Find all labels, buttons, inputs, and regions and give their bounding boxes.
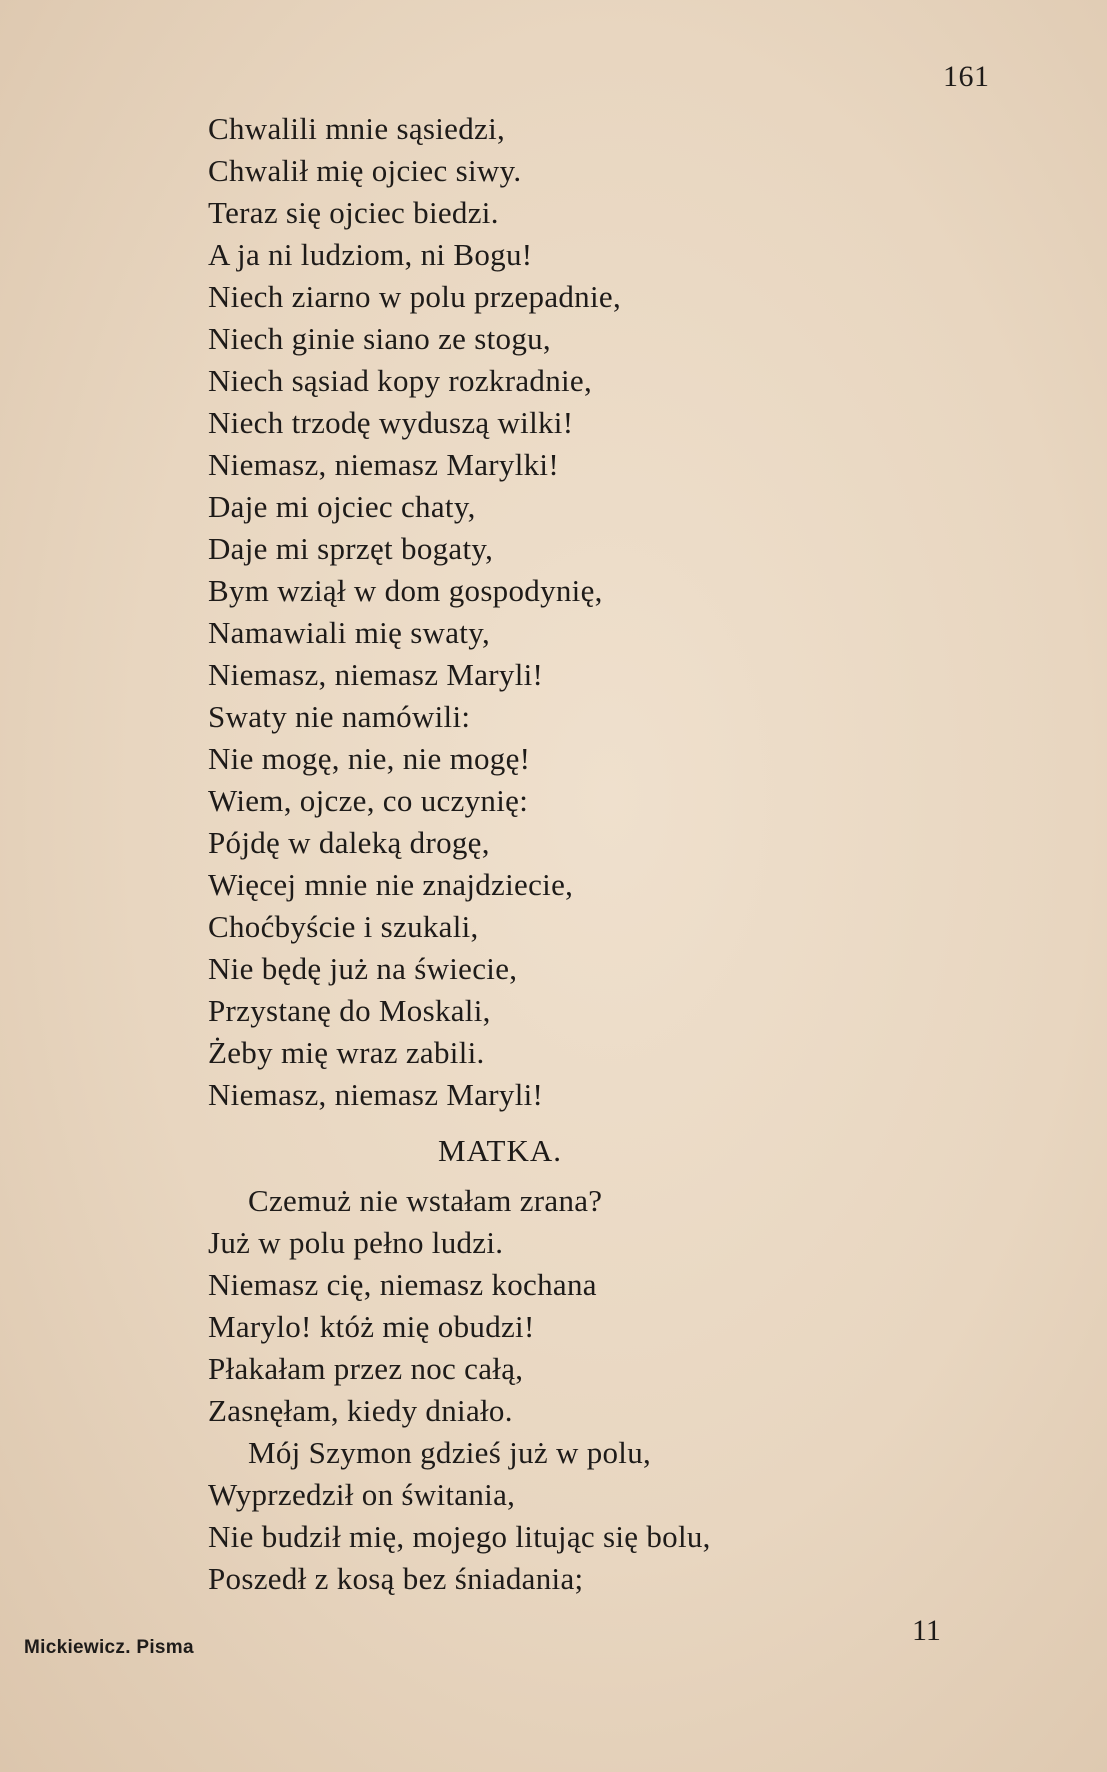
- poem-line: Czemuż nie wstałam zrana?: [248, 1183, 603, 1218]
- poem-line: Mój Szymon gdzieś już w polu,: [248, 1435, 652, 1470]
- poem-line: Pójdę w daleką drogę,: [208, 825, 490, 860]
- poem-line: Niech ginie siano ze stogu,: [208, 321, 551, 356]
- section-title: MATKA.: [438, 1133, 562, 1168]
- poem-line: Daje mi sprzęt bogaty,: [208, 531, 494, 566]
- poem-line: Nie mogę, nie, nie mogę!: [208, 741, 531, 776]
- poem-line: Daje mi ojciec chaty,: [208, 489, 476, 524]
- poem-line: Namawiali mię swaty,: [208, 615, 491, 650]
- poem-line: Wyprzedził on świtania,: [208, 1477, 516, 1512]
- poem-line: Niemasz, niemasz Maryli!: [208, 657, 544, 692]
- poem-line: Płakałam przez noc całą,: [208, 1351, 524, 1386]
- poem-line: Nie będę już na świecie,: [208, 951, 518, 986]
- poem-line: A ja ni ludziom, ni Bogu!: [208, 237, 533, 272]
- poem-line: Niech ziarno w polu przepadnie,: [208, 279, 621, 314]
- poem-line: Nie budził mię, mojego litując się bolu,: [208, 1519, 711, 1554]
- footer-signature-mark: Mickiewicz. Pisma: [24, 1637, 194, 1658]
- poem-line: Swaty nie namówili:: [208, 699, 471, 734]
- poem-line: Już w polu pełno ludzi.: [208, 1225, 504, 1260]
- poem-line: Niech sąsiad kopy rozkradnie,: [208, 363, 593, 398]
- poem-line: Teraz się ojciec biedzi.: [208, 195, 499, 230]
- poem-line: Choćbyście i szukali,: [208, 909, 479, 944]
- poem-body: [208, 108, 1048, 1600]
- gathering-signature: 11: [912, 1614, 941, 1647]
- poem-line: Marylo! któż mię obudzi!: [208, 1309, 535, 1344]
- poem-line: Bym wziął w dom gospodynię,: [208, 573, 603, 608]
- poem-line: Niemasz cię, niemasz kochana: [208, 1267, 597, 1302]
- poem-line: Poszedł z kosą bez śniadania;: [208, 1561, 584, 1596]
- poem-line: Zasnęłam, kiedy dniało.: [208, 1393, 513, 1428]
- poem-line: Niech trzodę wyduszą wilki!: [208, 405, 574, 440]
- poem-line: Chwalił mię ojciec siwy.: [208, 153, 522, 188]
- poem-line: Chwalili mnie sąsiedzi,: [208, 111, 506, 146]
- poem-line: Niemasz, niemasz Maryli!: [208, 1077, 544, 1112]
- poem-line: Przystanę do Moskali,: [208, 993, 491, 1028]
- poem-line: Niemasz, niemasz Marylki!: [208, 447, 559, 482]
- page-number: 161: [943, 60, 990, 93]
- poem-line: Wiem, ojcze, co uczynię:: [208, 783, 529, 818]
- poem-line: Więcej mnie nie znajdziecie,: [208, 867, 574, 902]
- poem-line: Żeby mię wraz zabili.: [208, 1035, 485, 1070]
